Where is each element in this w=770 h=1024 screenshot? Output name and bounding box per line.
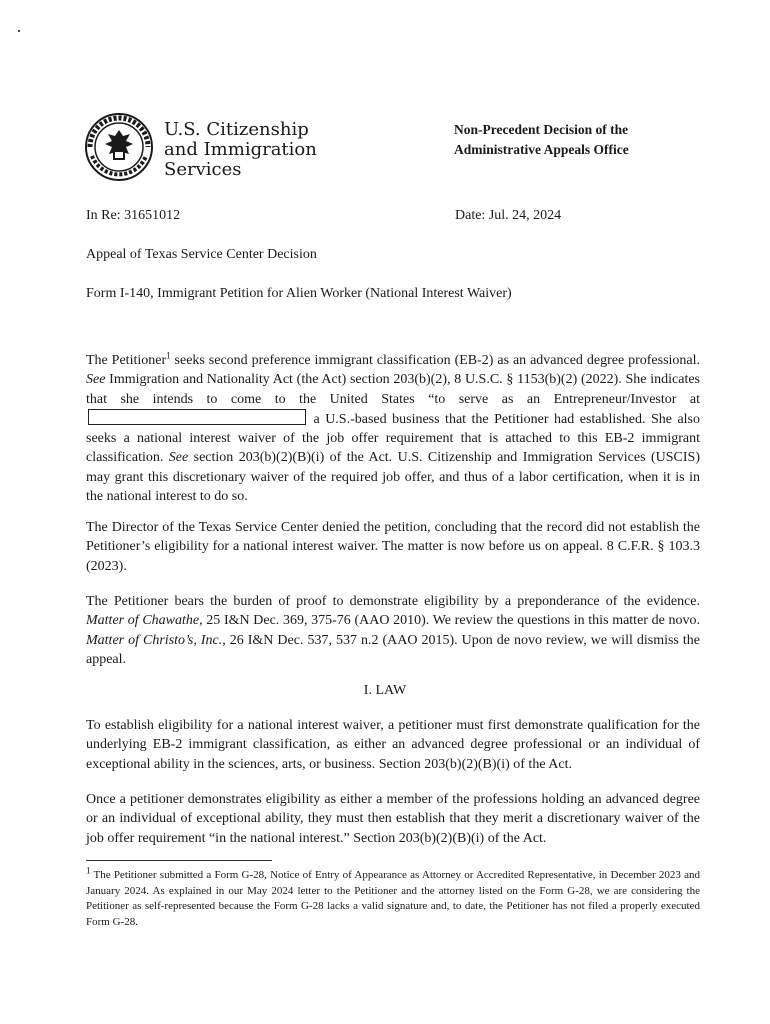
p3-text-b: , 25 I&N Dec. 369, 375-76 (AAO 2010). We review the questions in this matter de novo. [199, 613, 700, 629]
p1-see-1: See [86, 372, 106, 388]
p1-text-a: The Petitioner [86, 353, 167, 368]
decision-line-1: Non-Precedent Decision of the [454, 122, 629, 137]
agency-line-3: Services [164, 159, 242, 180]
paragraph-1 [86, 351, 700, 506]
appeal-line: Appeal of Texas Service Center Decision [86, 247, 317, 262]
p2-text: The Director of the Texas Service Center denied the petition, concluding that the record did not establish the Petitioner’s eligibility for a national interest waiver. The matter is now before us on appeal. 8 C.F.R. § 103.3 (2023). [86, 520, 700, 574]
paragraph-3 [86, 592, 700, 669]
p3-text-a: The Petitioner bears the burden of proof to demonstrate eligibility by a preponderance of the evidence. [86, 594, 700, 609]
paragraph-2 [86, 518, 700, 576]
p3-text-c: , 26 I&N Dec. 537, 537 n.2 (AAO 2015). Upon de novo review, we will dismiss the appeal. [86, 632, 700, 667]
paragraph-4 [86, 716, 700, 774]
letterhead [84, 112, 704, 192]
p1-text-d: a U.S.-based business that the Petitioner had established. She also seeks a national interest waiver of the job offer requirement that is attached to this EB-2 immigrant classification. [86, 411, 700, 466]
p1-see-2: See [168, 450, 189, 466]
p1-text-b: seeks second preference immigrant classification (EB-2) as an advanced degree professional. [170, 353, 701, 368]
dhs-seal-icon [84, 112, 154, 182]
agency-line-1: U.S. Citizenship [164, 119, 309, 140]
p3-case-2: Matter of Christo’s, Inc. [86, 632, 223, 648]
footnote-1 [86, 865, 700, 930]
decision-date: Date: Jul. 24, 2024 [455, 208, 562, 223]
footnote-divider [86, 860, 272, 861]
footnote-ref: 1 [166, 350, 171, 361]
footnote-number: 1 [86, 865, 91, 876]
redacted-box [88, 409, 306, 425]
p1-text-c: Immigration and Nationality Act (the Act) section 203(b)(2), 8 U.S.C. § 1153(b)(2) (2022). She indicates that she intends to come to the United States “to serve as an Entrepreneur/Investor at [86, 372, 700, 407]
agency-name [164, 120, 317, 180]
section-heading: I. LAW [363, 683, 407, 698]
agency-line-2: and Immigration [164, 139, 317, 160]
decision-line-2: Administrative Appeals Office [454, 142, 629, 157]
stray-mark [18, 30, 20, 32]
form-line: Form I-140, Immigrant Petition for Alien Worker (National Interest Waiver) [86, 286, 512, 301]
paragraph-5 [86, 790, 700, 848]
footnote-text: The Petitioner submitted a Form G-28, Notice of Entry of Appearance as Attorney or Accredited Representative, in December 2023 and January 2024. As explained in our May 2024 letter to the Petitioner and the attorney listed on the Form G-28, we are considering the Petitioner as self-represented because the Form G-28 lacks a valid signature and, to date, the Petitioner has not filed a properly executed Form G-28. [86, 869, 700, 928]
p3-case-1: Matter of Chawathe [86, 613, 200, 629]
decision-type [454, 120, 629, 160]
p4-text: To establish eligibility for a national interest waiver, a petitioner must first demonstrate qualification for the underlying EB-2 immigrant classification, as either an advanced degree professional or an individual of exceptional ability in the sciences, arts, or business. Section 203(b)(2)(B)(i) of the Act. [86, 718, 700, 772]
in-re: In Re: 31651012 [86, 208, 181, 223]
p1-text-e: section 203(b)(2)(B)(i) of the Act. U.S. Citizenship and Immigration Services (USCIS) may grant this discretionary waiver of the required job offer, and thus of a labor certification, when it is in the national interest to do so. [86, 450, 700, 505]
p5-text: Once a petitioner demonstrates eligibility as either a member of the professions holding an advanced degree or an individual of exceptional ability, they must then establish that they merit a discretionary waiver of the job offer requirement “in the national interest.” Section 203(b)(2)(B)(i) of the Act. [86, 792, 700, 846]
case-meta [86, 207, 706, 225]
